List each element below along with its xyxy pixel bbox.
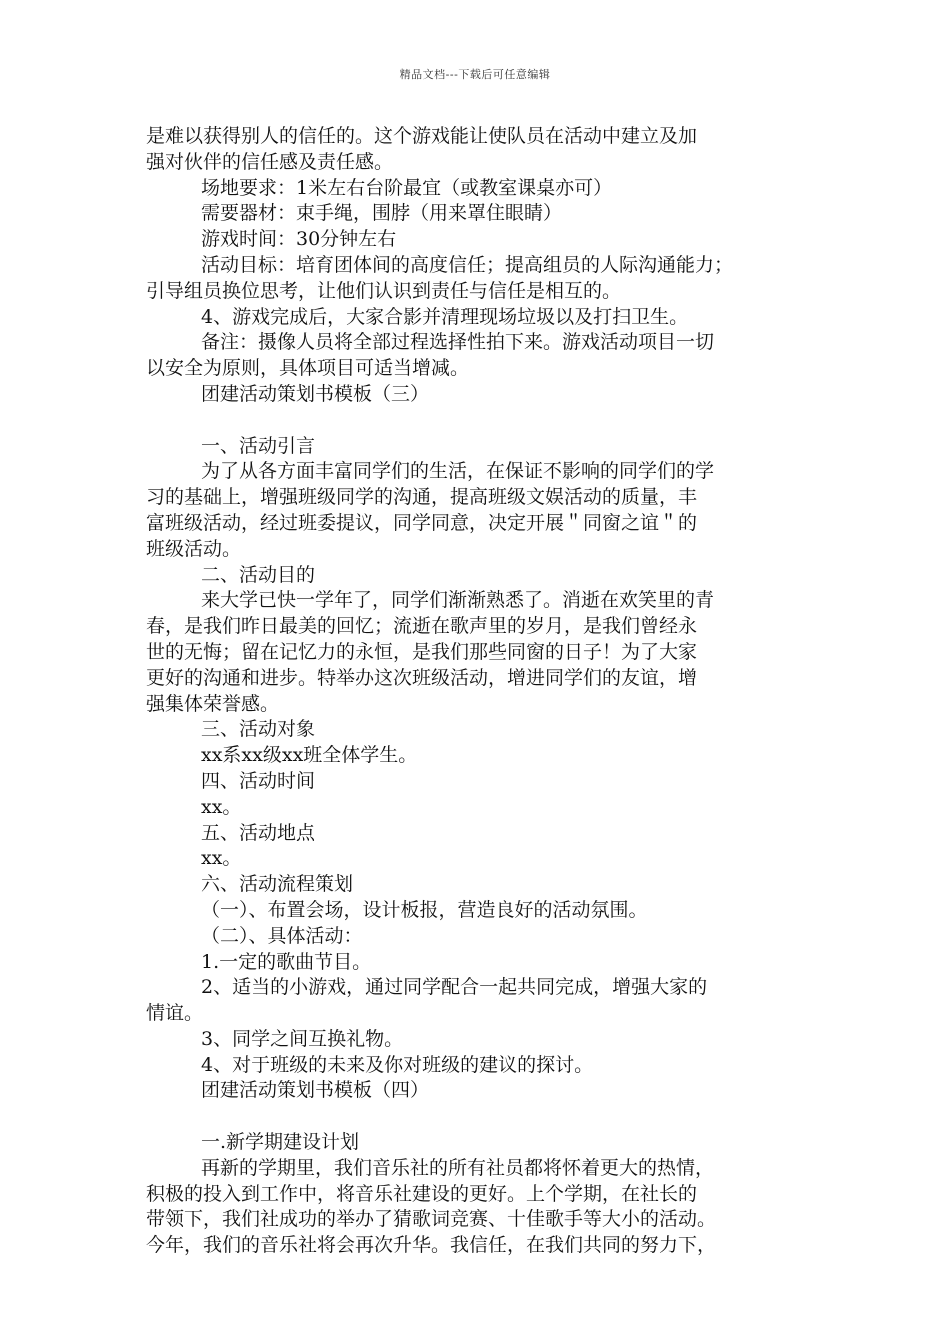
text-line: 一.新学期建设计划: [201, 1131, 360, 1154]
text-line: xx。: [201, 795, 242, 818]
text-line: 强对伙伴的信任感及责任感。: [146, 150, 394, 173]
text-line: 4、对于班级的未来及你对班级的建议的探讨。: [201, 1053, 594, 1076]
text-line: 以安全为原则，具体项目可适当增减。: [146, 357, 470, 380]
blank-line: [146, 408, 816, 434]
text-line: 五、活动地点: [201, 821, 316, 844]
text-line: 习的基础上，增强班级同学的沟通，提高班级文娱活动的质量，丰: [146, 486, 698, 509]
text-line: 积极的投入到工作中，将音乐社建设的更好。上个学期，在社长的: [146, 1182, 698, 1205]
text-line: 世的无悔；留在记忆力的永恒，是我们那些同窗的日子！为了大家: [146, 640, 698, 663]
document-body: [146, 124, 816, 1259]
text-line: 情谊。: [146, 1002, 204, 1025]
text-line: 活动目标：培育团体间的高度信任；提高组员的人际沟通能力；: [201, 253, 734, 276]
text-line: 班级活动。: [146, 537, 242, 560]
text-line: 4、游戏完成后，大家合影并清理现场垃圾以及打扫卫生。: [201, 305, 689, 328]
text-line: 再新的学期里，我们音乐社的所有社员都将怀着更大的热情，: [201, 1156, 715, 1179]
text-line: （二）、具体活动：: [201, 924, 363, 947]
text-line: 春，是我们昨日最美的回忆；流逝在歌声里的岁月，是我们曾经永: [146, 615, 698, 638]
text-line: 六、活动流程策划: [201, 873, 354, 896]
text-line: 引导组员换位思考，让他们认识到责任与信任是相互的。: [146, 279, 622, 302]
text-line: 团建活动策划书模板（四）: [201, 1079, 430, 1102]
blank-line: [146, 1104, 816, 1130]
text-line: 团建活动策划书模板（三）: [201, 382, 430, 405]
text-line: xx系xx级xx班全体学生。: [201, 744, 418, 767]
text-line: 来大学已快一学年了，同学们渐渐熟悉了。消逝在欢笑里的青: [201, 589, 715, 612]
text-line: 二、活动目的: [201, 563, 316, 586]
text-line: （一）、布置会场，设计板报，营造良好的活动氛围。: [201, 898, 648, 921]
page-header: 精品文档---下载后可任意编辑: [399, 68, 551, 81]
text-line: 三、活动对象: [201, 718, 316, 741]
text-line: 今年，我们的音乐社将会再次升华。我信任，在我们共同的努力下，: [146, 1234, 717, 1257]
text-line: 游戏时间：30分钟左右: [201, 228, 397, 251]
text-line: 是难以获得别人的信任的。这个游戏能让使队员在活动中建立及加: [146, 125, 698, 147]
text-line: xx。: [201, 847, 242, 870]
text-line: 1.一定的歌曲节目。: [201, 950, 372, 973]
text-line: 需要器材：束手绳，围脖（用来罩住眼睛）: [201, 202, 563, 225]
text-line: 强集体荣誉感。: [146, 692, 280, 715]
text-line: 3、同学之间互换礼物。: [201, 1027, 404, 1050]
text-line: 带领下，我们社成功的举办了猜歌词竞赛、十佳歌手等大小的活动。: [146, 1208, 717, 1231]
text-line: 更好的沟通和进步。特举办这次班级活动，增进同学们的友谊，增: [146, 666, 698, 689]
text-line: 富班级活动，经过班委提议，同学同意，决定开展＂同窗之谊＂的: [146, 511, 698, 534]
text-line: 四、活动时间: [201, 769, 316, 792]
text-line: 一、活动引言: [201, 434, 316, 457]
text-line: 2、适当的小游戏，通过同学配合一起共同完成，增强大家的: [201, 976, 708, 999]
text-line: 场地要求：1米左右台阶最宜（或教室课桌亦可）: [201, 176, 613, 199]
text-line: 备注：摄像人员将全部过程选择性拍下来。游戏活动项目一切: [201, 331, 715, 354]
text-line: 为了从各方面丰富同学们的生活，在保证不影响的同学们的学: [201, 460, 715, 483]
